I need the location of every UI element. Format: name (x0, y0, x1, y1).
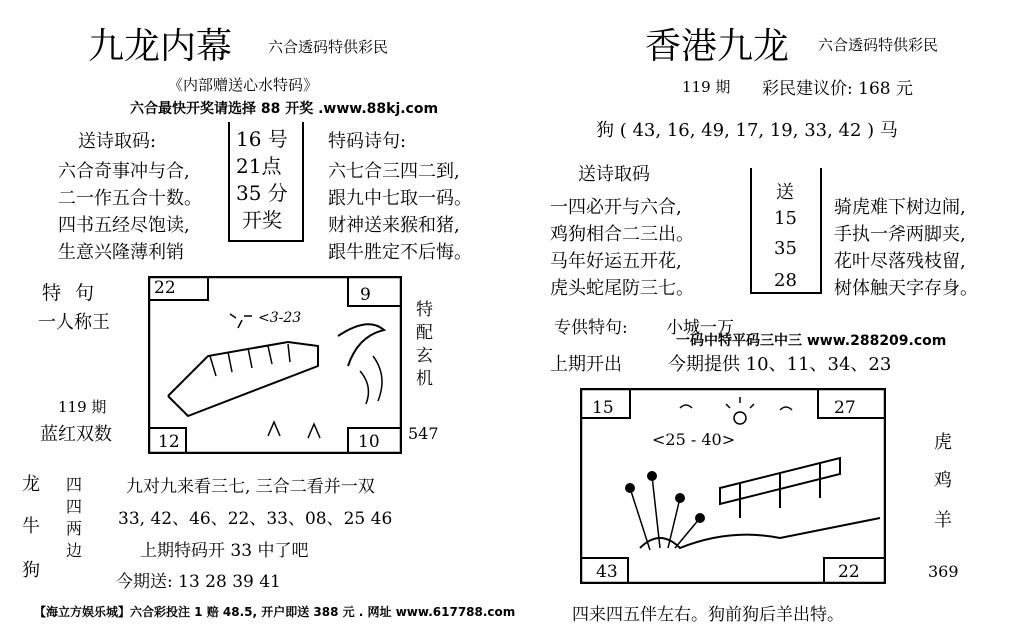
left-gift-line: 《内部赠送心水特码》 (168, 76, 319, 94)
poem-line: 跟牛胜定不后悔。 (328, 242, 472, 263)
four-col-3: 两 (66, 519, 83, 538)
right-poem-label: 送诗取码 (578, 164, 650, 185)
four-col-4: 边 (66, 541, 83, 560)
send-label: 送 (776, 182, 794, 203)
right-title: 香港九龙 (645, 26, 790, 67)
draw-hour: 21点 (236, 154, 282, 178)
special-poem (328, 158, 472, 266)
four-col-2: 四 (66, 497, 83, 516)
poem-line: 手执一斧两脚夹, (834, 224, 966, 245)
verse-label: 特 句 (42, 282, 99, 304)
pic-bl-number: 43 (596, 562, 618, 582)
right-poem (550, 194, 694, 302)
right-price: 彩民建议价: 168 元 (762, 79, 913, 99)
send-num-2: 35 (774, 238, 797, 259)
poem-line: 六七合三四二到, (328, 161, 460, 182)
draw-label: 开奖 (242, 208, 282, 232)
right-issue: 119 期 (682, 78, 731, 96)
draw-minute: 35 分 (236, 181, 288, 205)
pic-tr-number: 27 (834, 398, 856, 418)
exclusive-label: 专供特句: (554, 318, 628, 338)
hint-line-1: 九对九来看三七, 三合二看并一双 (126, 477, 375, 497)
send-num-1: 15 (774, 208, 797, 229)
hint-line-4: 今期送: 13 28 39 41 (116, 572, 281, 592)
hint-line-3: 上期特码开 33 中了吧 (140, 541, 309, 561)
poem-line: 花叶尽落残枝留, (834, 251, 966, 272)
poem-line: 虎头蛇尾防三七。 (550, 278, 694, 299)
poem-line: 生意兴隆薄利销 (58, 242, 184, 263)
animal-dog: 狗 (22, 560, 40, 581)
poem-line: 鸡狗相合二三出。 (550, 224, 694, 245)
poem-line: 四书五经尽饱读, (58, 215, 190, 236)
left-issue: 119 期 (58, 398, 107, 416)
hint-line-2: 33, 42、46、22、33、08、25 46 (118, 509, 393, 529)
poem-line: 六合奇事冲与合, (58, 161, 190, 182)
side-vertical: 特配玄机 (412, 300, 432, 392)
side-animal-goat: 羊 (934, 510, 952, 531)
right-footer-line: 四来四五伴左右。狗前狗后羊出特。 (572, 605, 844, 625)
draw-day: 16 号 (236, 127, 288, 151)
poem-line: 骑虎难下树边闹, (834, 197, 966, 218)
pic-tl-number: 22 (154, 278, 176, 298)
left-promo: 六合最快开奖请选择 88 开奖 .www.88kj.com (130, 101, 439, 117)
side-number: 547 (408, 424, 439, 443)
four-col-1: 四 (66, 475, 83, 494)
poem-line: 二一作五合十数。 (58, 188, 202, 209)
animal-dragon: 龙 (22, 474, 40, 495)
pic-br-number: 22 (838, 562, 860, 582)
pic-range: <3-23 (258, 310, 302, 326)
this-issue-numbers: 今期提供 10、11、34、23 (668, 354, 892, 375)
right-codes: 狗 ( 43, 16, 49, 17, 19, 33, 42 ) 马 (596, 120, 898, 141)
blue-red: 蓝红双数 (40, 424, 112, 445)
right-promo: 一码中特平码三中三 www.288209.com (676, 333, 947, 349)
special-poem-label: 特码诗句: (328, 131, 407, 152)
animal-ox: 牛 (22, 516, 40, 537)
pic-tl-number: 15 (592, 398, 614, 418)
right-poem-2 (834, 194, 978, 302)
pic-bl-number: 12 (158, 432, 180, 452)
left-title: 九龙内幕 (88, 26, 233, 67)
pic-br-number: 10 (358, 432, 380, 452)
poem-line: 马年好运五开花, (550, 251, 682, 272)
side-animal-rooster: 鸡 (934, 470, 952, 491)
poem-line: 一四必开与六合, (550, 197, 682, 218)
last-issue-label: 上期开出 (550, 354, 622, 375)
exclusive-text: 小城一万 (666, 318, 734, 338)
left-poem-label: 送诗取码: (78, 131, 157, 152)
send-num-3: 28 (774, 270, 797, 291)
poem-line: 树体触天字存身。 (834, 278, 978, 299)
footer-bar: 【海立方娱乐城】六合彩投注 1 赔 48.5, 开户即送 388 元 . 网址 www.617788.com (34, 605, 516, 619)
left-subtitle: 六合透码特供彩民 (268, 38, 389, 56)
side-animal-tiger: 虎 (934, 432, 952, 453)
right-subtitle: 六合透码特供彩民 (818, 36, 939, 54)
side-number: 369 (928, 562, 959, 581)
pic-tr-number: 9 (360, 285, 371, 305)
draw-time (236, 126, 288, 234)
pic-range: <25 - 40> (652, 430, 736, 449)
left-poem (58, 158, 202, 266)
verse-text: 一人称王 (38, 312, 110, 333)
poem-line: 跟九中七取一码。 (328, 188, 472, 209)
poem-line: 财神送来猴和猪, (328, 215, 460, 236)
